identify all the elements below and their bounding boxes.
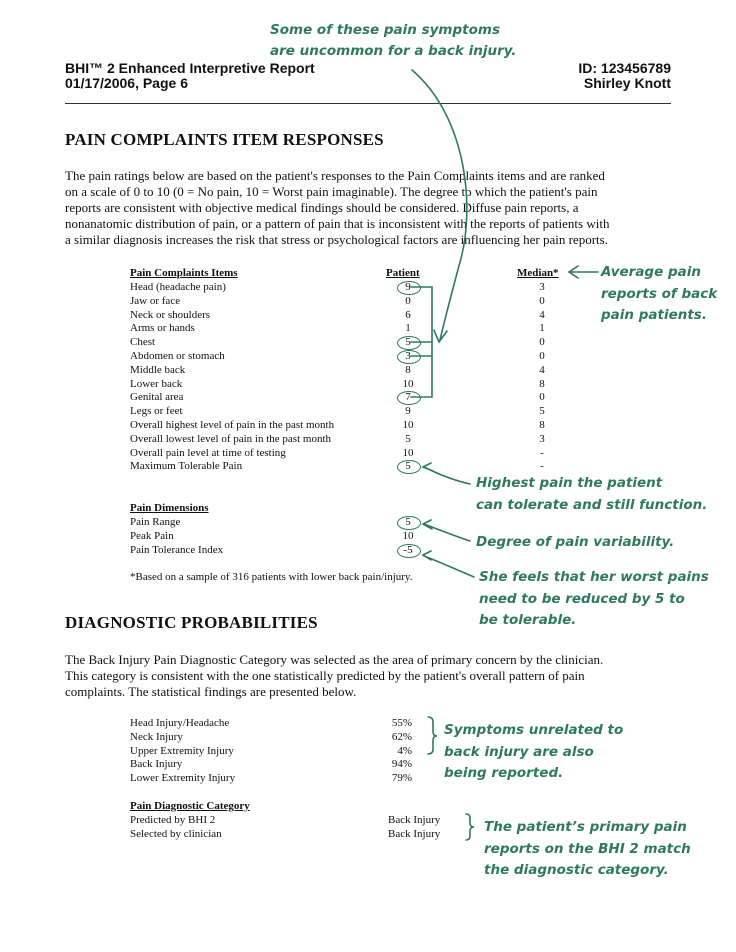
pain-item-median-value: 1 [539, 322, 545, 335]
note-line: being reported. [444, 765, 564, 781]
pain-item-label: Chest [130, 336, 156, 349]
footnote: *Based on a sample of 316 patients with lower back pain/injury. [130, 571, 413, 583]
pain-item-label: Overall highest level of pain in the past month [130, 419, 335, 431]
note-line: reports of back [601, 285, 718, 302]
probability-label: Lower Extremity Injury [130, 772, 236, 785]
pain-item-label: Head (headache pain) [130, 281, 226, 293]
pain-item-patient-value: 7 [405, 391, 411, 404]
pain-item-label: Lower back [130, 377, 183, 390]
pain-item-label: Neck or shoulders [130, 308, 211, 321]
paragraph-line: The Back Injury Pain Diagnostic Category was selected as the area of primary concern by the clinician. [65, 652, 604, 667]
paragraph-line: This category is consistent with the one statistically predicted by the patient's overall pattern of pain [65, 668, 585, 683]
note-line: the diagnostic category. [484, 862, 669, 878]
note-tolerance-index [479, 567, 709, 632]
tolerance-arrow [423, 463, 470, 484]
pain-item-label: Genital area [130, 391, 184, 404]
category-value: Back Injury [388, 827, 441, 840]
category-value: Back Injury [388, 814, 441, 826]
note-top [270, 20, 516, 62]
pain-item-patient-value: 10 [402, 377, 414, 390]
note-match [484, 817, 691, 882]
pain-item-median-value: 0 [539, 350, 545, 362]
pain-item-label: Overall pain level at time of testing [130, 446, 286, 459]
pain-dimension-label: Peak Pain [130, 529, 174, 542]
note-line: Highest pain the patient [476, 475, 663, 491]
pain-item-label: Overall lowest level of pain in the past month [130, 432, 332, 445]
probability-value: 62% [391, 730, 412, 743]
pain-item-median-value: 8 [539, 419, 545, 431]
paragraph-line: The pain ratings below are based on the patient's responses to the Pain Complaints items and are ranked [65, 168, 605, 183]
probability-label: Back Injury [130, 758, 183, 771]
note-line: Symptoms unrelated to [444, 722, 624, 738]
note-line: pain patients. [601, 307, 707, 323]
pain-item-patient-value: 5 [405, 460, 411, 473]
note-tolerance [476, 473, 707, 516]
pain-item-patient-value: 1 [405, 322, 411, 335]
tolerance-index-arrow [423, 551, 474, 577]
category-brace [466, 814, 474, 840]
note-line: The patient’s primary pain [484, 819, 687, 835]
pain-dimensions-heading: Pain Dimensions [130, 502, 209, 514]
note-line: She feels that her worst pains [479, 569, 709, 585]
note-line: are uncommon for a back injury. [270, 43, 517, 59]
pain-item-median-value: 4 [539, 308, 545, 321]
col-header-items: Pain Complaints Items [130, 267, 238, 279]
pain-item-label: Maximum Tolerable Pain [130, 460, 243, 473]
note-line: Average pain [601, 264, 701, 280]
category-label: Selected by clinician [130, 827, 222, 840]
col-header-patient: Patient [386, 267, 420, 279]
patient-id: ID: 123456789 [578, 60, 671, 76]
pain-section-heading: PAIN COMPLAINTS ITEM RESPONSES [65, 130, 384, 149]
probability-value: 4% [397, 744, 412, 757]
pain-item-patient-value: 0 [405, 294, 411, 307]
patient-name: Shirley Knott [583, 75, 671, 91]
note-line: need to be reduced by 5 to [479, 590, 685, 607]
pain-item-patient-value: 10 [402, 419, 414, 431]
note-line: can tolerate and still function. [476, 496, 708, 513]
items-bracket [411, 287, 432, 397]
report-date-page: 01/17/2006, Page 6 [65, 75, 188, 91]
probability-label: Neck Injury [130, 730, 183, 743]
pain-item-median-value: 0 [539, 391, 545, 404]
paragraph-line: on a scale of 0 to 10 (0 = No pain, 10 = Worst pain imaginable). The degree to which the patient's pain [65, 184, 598, 199]
pain-item-patient-value: 6 [405, 308, 411, 321]
note-line: reports on the BHI 2 match [484, 840, 691, 857]
pain-item-median-value: 5 [539, 405, 545, 418]
col-header-median: Median* [517, 267, 559, 279]
pain-item-median-value: - [540, 446, 544, 459]
top-note-arrow [412, 70, 467, 340]
pain-category-heading: Pain Diagnostic Category [130, 800, 250, 812]
pain-item-median-value: 0 [539, 336, 545, 349]
note-line: Some of these pain symptoms [270, 22, 500, 38]
paragraph-line: nonanatomic distribution of pain, or a pattern of pain that is inconsistent with the reports of patients with [65, 216, 610, 231]
pain-item-median-value: 3 [539, 281, 545, 293]
pain-dimension-label: Pain Tolerance Index [130, 543, 224, 556]
pain-item-label: Arms or hands [130, 322, 195, 335]
note-variability: Degree of pain variability. [476, 534, 675, 550]
pain-item-label: Jaw or face [130, 294, 181, 307]
pain-item-patient-value: 5 [405, 432, 411, 445]
pain-item-patient-value: 3 [405, 350, 411, 362]
pain-item-patient-value: 8 [405, 363, 411, 376]
probability-label: Head Injury/Headache [130, 717, 230, 729]
pain-item-label: Legs or feet [130, 405, 183, 418]
pain-item-median-value: 0 [539, 294, 545, 307]
pain-item-median-value: - [540, 460, 544, 473]
pain-item-patient-value: 9 [405, 405, 411, 418]
pain-dimension-label: Pain Range [130, 516, 181, 528]
pain-item-label: Middle back [130, 363, 186, 376]
pain-item-patient-value: 5 [405, 336, 411, 349]
pain-item-patient-value: 10 [402, 446, 414, 459]
pain-item-median-value: 4 [539, 363, 545, 376]
note-median [601, 262, 717, 327]
pain-item-patient-value: 9 [405, 281, 411, 293]
probabilities-brace [428, 717, 437, 754]
paragraph-line: reports are consistent with objective medical findings should be considered. Diffuse pain reports, a [65, 200, 579, 215]
note-unrelated [444, 720, 623, 785]
probability-value: 55% [391, 717, 412, 729]
probability-value: 94% [391, 758, 412, 771]
paragraph-line: a similar diagnosis increases the risk that stress or psychological factors are influencing her pain reports. [65, 232, 608, 247]
probability-value: 79% [391, 772, 412, 785]
pain-item-median-value: 3 [539, 432, 545, 445]
report-title: BHI™ 2 Enhanced Interpretive Report [65, 60, 315, 76]
pain-dimension-value: -5 [403, 543, 413, 556]
pain-dimension-value: 5 [405, 516, 411, 528]
median-arrow [569, 266, 598, 278]
pain-item-label: Abdomen or stomach [130, 350, 225, 362]
variability-arrow [423, 520, 470, 541]
probability-label: Upper Extremity Injury [130, 744, 234, 757]
pain-item-median-value: 8 [539, 377, 545, 390]
pain-dimension-value: 10 [402, 529, 414, 542]
note-line: be tolerable. [479, 612, 577, 628]
category-label: Predicted by BHI 2 [130, 814, 216, 826]
note-line: back injury are also [444, 743, 594, 760]
diag-section-heading: DIAGNOSTIC PROBABILITIES [65, 613, 318, 632]
paragraph-line: complaints. The statistical findings are presented below. [65, 684, 357, 699]
